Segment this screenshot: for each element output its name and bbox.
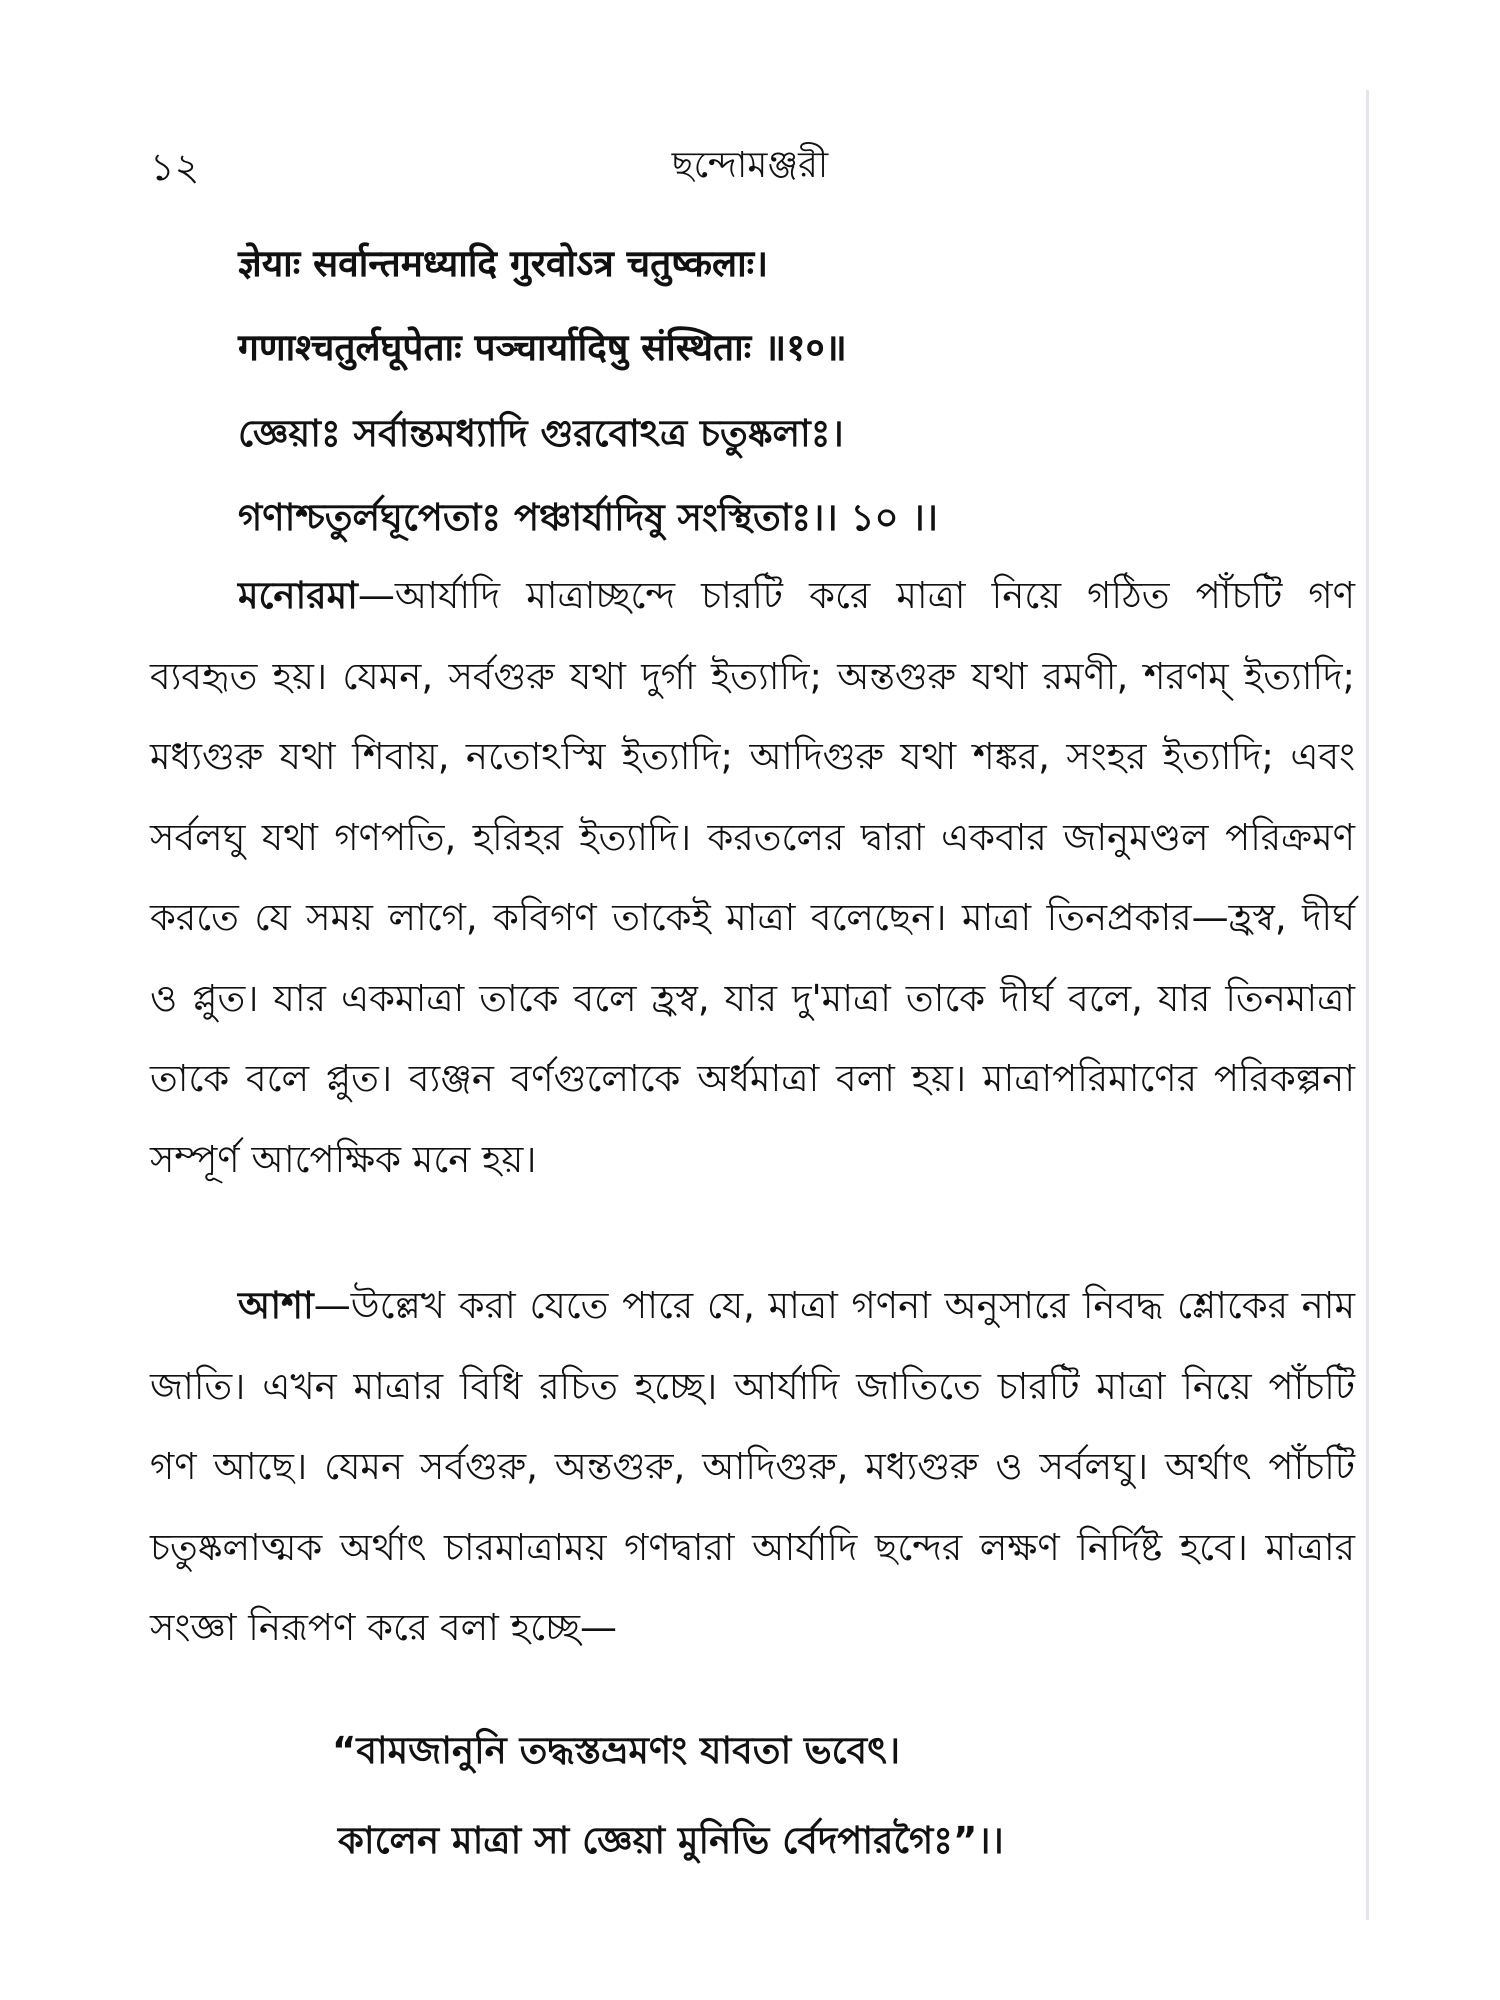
quoted-verse-line: “বামজানুনি তদ্ধস্তভ্রমণং যাবতা ভবেৎ। [332, 1729, 901, 1772]
commentary-asha [150, 1266, 1355, 1669]
page-number: ১২ [150, 145, 200, 189]
commentary-term: মনোরমা [238, 574, 358, 617]
page-edge-line [1366, 90, 1369, 1920]
sanskrit-verse-line: ज्ञेयाः सर्वान्तमध्यादि गुरवोऽत्र चतुष्कलाः। [238, 242, 769, 285]
running-title: ছন্দোমঞ্জরী [671, 145, 829, 186]
commentary-term: আশা [238, 1284, 314, 1327]
quoted-verse [0, 1706, 1500, 1886]
bengali-verse-line: জ্ঞেয়াঃ সর্বান্তমধ্যাদি গুরবোঽত্র চতুষ্কলাঃ। [238, 412, 844, 455]
bengali-verse-line: গণাশ্চতুর্লঘূপেতাঃ পঞ্চার্যাদিষু সংস্থিতাঃ।। ১০ ।। [238, 496, 938, 539]
commentary-manorama [150, 556, 1355, 1200]
sanskrit-verse-line: गणाश्चतुर्लघूपेताः पञ्चार्यादिषु संस्थिताः ॥१०॥ [238, 326, 847, 369]
commentary-text: —উল্লেখ করা যেতে পারে যে, মাত্রা গণনা অনুসারে নিবদ্ধ শ্লোকের নাম জাতি। এখন মাত্রার বিধি রচিত হচ্ছে। আর্যাদি জাতিতে চারটি মাত্রা নিয়ে পাঁচটি গণ আছে। যেমন সর্বগুরু, অন্তগুরু, আদিগুরু, মধ্যগুরু ও সর্বলঘু। অর্থাৎ পাঁচটি চতুষ্কলাত্মক অর্থাৎ চারমাত্রাময় গণদ্বারা আর্যাদি ছন্দের লক্ষণ নির্দিষ্ট হবে। মাত্রার সংজ্ঞা নিরূপণ করে বলা হচ্ছে— [150, 1284, 1355, 1649]
commentary-text: —আর্যাদি মাত্রাচ্ছন্দে চারটি করে মাত্রা নিয়ে গঠিত পাঁচটি গণ ব্যবহৃত হয়। যেমন, সর্বগুরু যথা দুর্গা ইত্যাদি; অন্তগুরু যথা রমণী, শরণম্ ইত্যাদি; মধ্যগুরু যথা শিবায়, নতোঽস্মি ইত্যাদি; আদিগুরু যথা শঙ্কর, সংহর ইত্যাদি; এবং সর্বলঘু যথা গণপতি, হরিহর ইত্যাদি। করতলের দ্বারা একবার জানুমণ্ডল পরিক্রমণ করতে যে সময় লাগে, কবিগণ তাকেই মাত্রা বলেছেন। মাত্রা তিনপ্রকার—হ্রস্ব, দীর্ঘ ও প্লুত। যার একমাত্রা তাকে বলে হ্রস্ব, যার দু'মাত্রা তাকে দীর্ঘ বলে, যার তিনমাত্রা তাকে বলে প্লুত। ব্যঞ্জন বর্ণগুলোকে অর্ধমাত্রা বলা হয়। মাত্রাপরিমাণের পরিকল্পনা সম্পূর্ণ আপেক্ষিক মনে হয়। [150, 574, 1355, 1181]
bengali-transliterated-verse [238, 392, 1358, 560]
quoted-verse-line: কালেন মাত্রা সা জ্ঞেয়া মুনিভি র্বেদপারগৈঃ”।। [338, 1819, 1004, 1862]
sanskrit-verse [238, 222, 1358, 390]
